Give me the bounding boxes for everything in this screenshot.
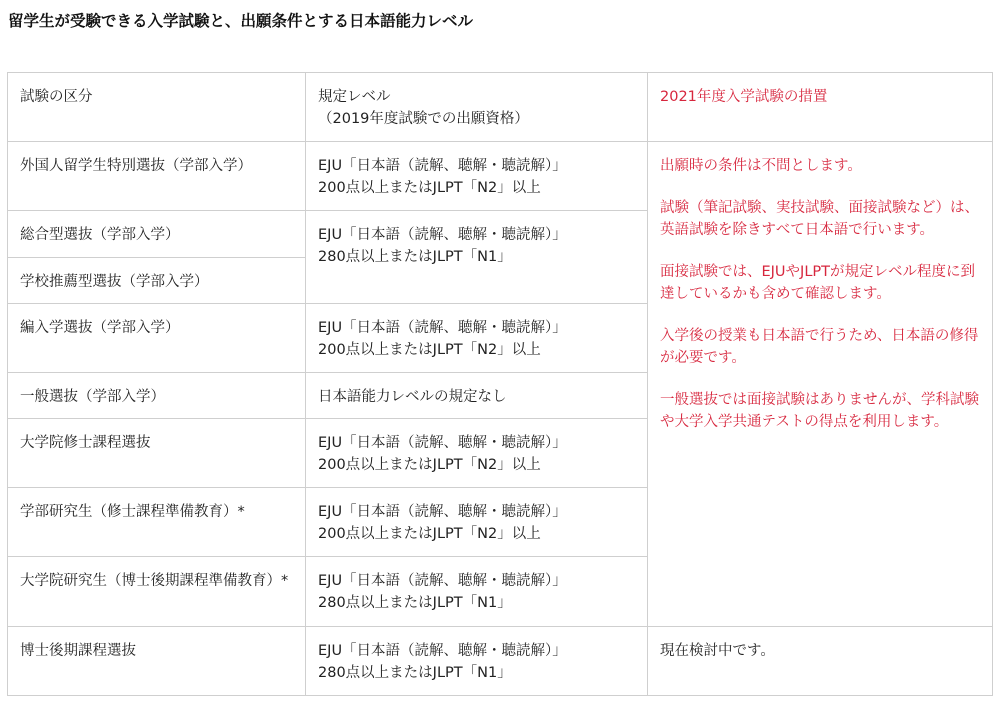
- measure-item: 試験（筆記試験、実技試験、面接試験など）は、英語試験を除きすべて日本語で行います。: [660, 200, 979, 238]
- level-requirement: [306, 373, 648, 419]
- level-line1: EJU「日本語（読解、聴解・聴読解）」: [318, 435, 567, 451]
- level-line2: 200点以上またはJLPT「N2」以上: [318, 180, 541, 196]
- level-line1: EJU「日本語（読解、聴解・聴読解）」: [318, 227, 567, 243]
- level-line2: 280点以上またはJLPT「N1」: [318, 595, 512, 611]
- exam-category: 総合型選抜（学部入学）: [8, 211, 306, 258]
- level-line1: EJU「日本語（読解、聴解・聴読解）」: [318, 573, 567, 589]
- level-line2: 200点以上またはJLPT「N2」以上: [318, 526, 541, 542]
- measures-cell: [648, 142, 993, 627]
- exam-category: 大学院修士課程選抜: [8, 419, 306, 488]
- measure-pending: 現在検討中です。: [648, 627, 993, 696]
- header-category: 試験の区分: [8, 73, 306, 142]
- measure-item: 一般選抜では面接試験はありませんが、学科試験や大学入学共通テストの得点を利用します。: [660, 392, 979, 430]
- level-requirement: [306, 557, 648, 627]
- level-requirement: [306, 488, 648, 557]
- level-line1: EJU「日本語（読解、聴解・聴読解）」: [318, 643, 567, 659]
- level-line1: EJU「日本語（読解、聴解・聴読解）」: [318, 320, 567, 336]
- level-line2: 280点以上またはJLPT「N1」: [318, 249, 512, 265]
- level-requirement: [306, 419, 648, 488]
- level-line1: 日本語能力レベルの規定なし: [318, 389, 507, 405]
- table-row: [8, 627, 993, 696]
- header-measures: 2021年度入学試験の措置: [648, 73, 993, 142]
- exam-category: 学部研究生（修士課程準備教育）*: [8, 488, 306, 557]
- exam-table: [7, 72, 993, 696]
- level-line2: 280点以上またはJLPT「N1」: [318, 665, 512, 681]
- header-level: [306, 73, 648, 142]
- measure-item: 出願時の条件は不問とします。: [660, 158, 862, 174]
- exam-category: 学校推薦型選抜（学部入学）: [8, 258, 306, 304]
- exam-category: 博士後期課程選抜: [8, 627, 306, 696]
- exam-category: 一般選抜（学部入学）: [8, 373, 306, 419]
- level-line1: EJU「日本語（読解、聴解・聴読解）」: [318, 504, 567, 520]
- level-requirement: [306, 627, 648, 696]
- table-header-row: [8, 73, 993, 142]
- measure-item: 面接試験では、EJUやJLPTが規定レベル程度に到達しているかも含めて確認します。: [660, 264, 976, 302]
- level-line1: EJU「日本語（読解、聴解・聴読解）」: [318, 158, 567, 174]
- level-line2: 200点以上またはJLPT「N2」以上: [318, 457, 541, 473]
- header-level-line1: 規定レベル: [318, 89, 391, 105]
- page-title: 留学生が受験できる入学試験と、出願条件とする日本語能力レベル: [8, 12, 474, 30]
- exam-category: 大学院研究生（博士後期課程準備教育）*: [8, 557, 306, 627]
- exam-category: 外国人留学生特別選抜（学部入学）: [8, 142, 306, 211]
- measure-item: 入学後の授業も日本語で行うため、日本語の修得が必要です。: [660, 328, 979, 366]
- level-requirement: [306, 211, 648, 304]
- level-requirement: [306, 142, 648, 211]
- exam-category: 編入学選抜（学部入学）: [8, 304, 306, 373]
- level-requirement: [306, 304, 648, 373]
- level-line2: 200点以上またはJLPT「N2」以上: [318, 342, 541, 358]
- table-row: [8, 142, 993, 211]
- header-level-line2: （2019年度試験での出願資格）: [318, 111, 529, 127]
